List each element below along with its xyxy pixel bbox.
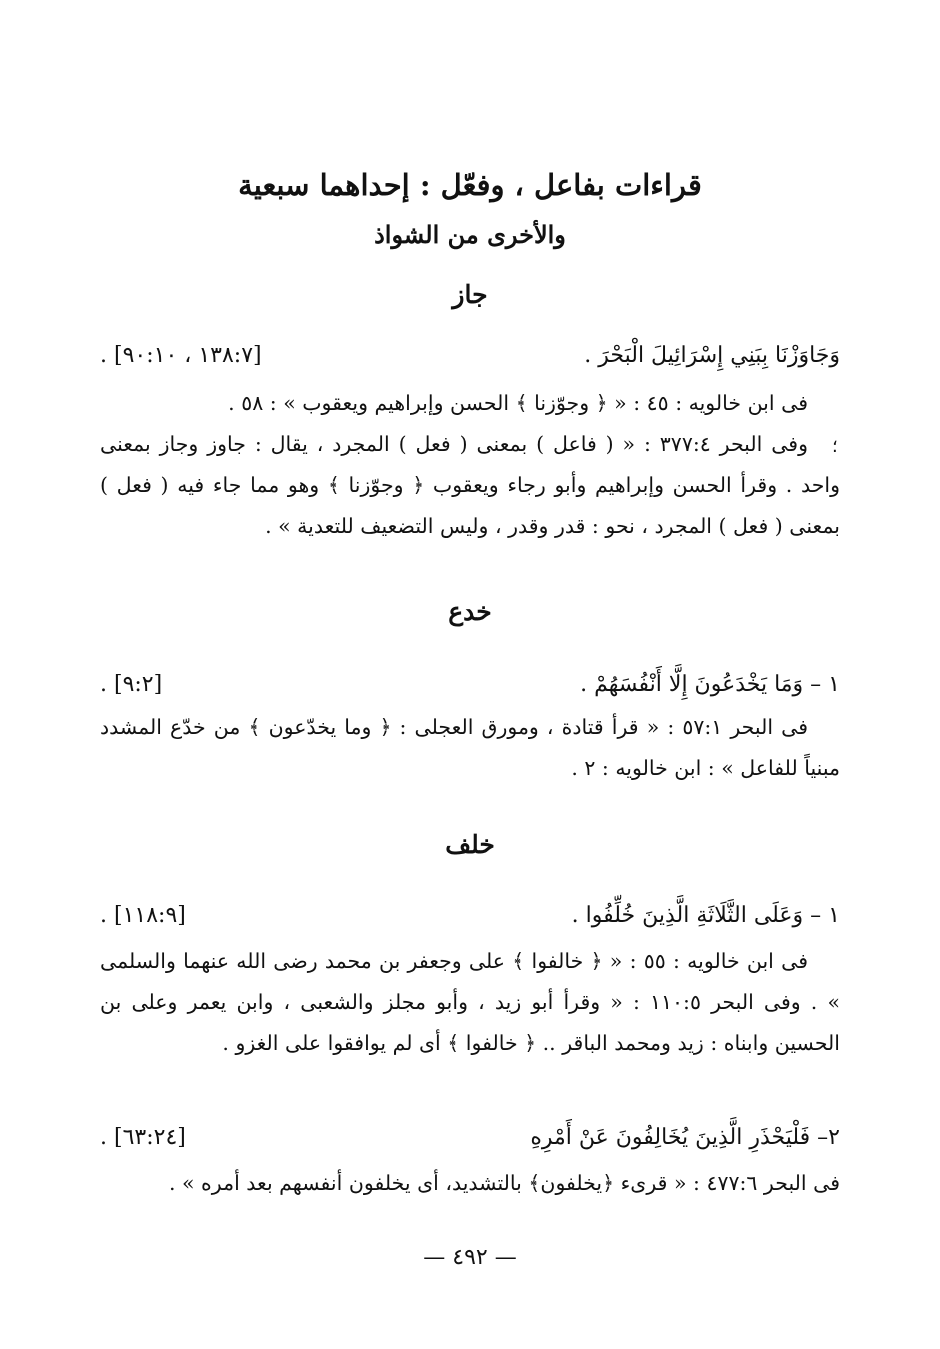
section-heading-khalaf: خلف: [445, 830, 495, 859]
verse-reference: . [٩:٢]: [100, 672, 163, 697]
verse-text: ١ – وَمَا يَخْدَعُونَ إِلَّا أَنْفُسَهُمْ .: [580, 672, 840, 697]
verse-text: وَجَاوَزْنَا بِبَنِي إِسْرَائِيلَ الْبَحْرَ .: [584, 343, 840, 368]
verse-text: ١ – وَعَلَى الثَّلَاثَةِ الَّذِينَ خُلِّفُوا .: [571, 903, 840, 928]
page-subtitle: والأخرى من الشواذ: [374, 220, 566, 249]
verse-text: ٢– فَلْيَحْذَرِ الَّذِينَ يُخَالِفُونَ عَنْ أَمْرِهِ: [530, 1125, 840, 1150]
section-heading-khada: خدع: [448, 597, 492, 626]
page-number: — ٤٩٢ —: [423, 1245, 517, 1270]
commentary-paragraph: وفى البحر ٣٧٧:٤ : « ( فاعل ) بمعنى ( فعل ) المجرد ، يقال : جاوز وجاز بمعنى واحد . وقرأ الحسن وإبراهيم وأبو رجاء ويعقوب ﴿ وجوّزنا ﴾ وهو مما جاء فيه ( فعل ) بمعنى ( فعل ) المجرد ، نحو : قدر وقدر ، وليس التضعيف للتعدية » .: [100, 432, 840, 538]
commentary-paragraph: فى ابن خالويه : ٥٥ : « ﴿ خالفوا ﴾ على وجعفر بن محمد رضى الله عنهما والسلمى » . وفى البحر ١١٠:٥ : « وقرأ أبو زيد ، وأبو مجلز والشعبى ، وابن يعمر وعلى بن الحسين وابناه : زيد ومحمد الباقر .. ﴿ خالفوا ﴾ أى لم يوافقوا على الغزو .: [100, 949, 840, 1055]
margin-mark: ؛: [832, 436, 838, 457]
verse-line: [100, 672, 840, 708]
verse-reference: . [١٣٨:٧ ، ٩٠:١٠]: [100, 343, 262, 368]
commentary-paragraph: فى البحر ٥٧:١ : « قرأ قتادة ، ومورق العجلى : ﴿ وما يخدّعون ﴾ من خدّع المشدد مبنياً للفاعل » : ابن خالويه : ٢ .: [100, 715, 840, 780]
verse-line: [100, 1125, 840, 1161]
section-heading-jaz: جاز: [452, 280, 488, 309]
commentary-paragraph: فى البحر ٤٧٧:٦ : « قرىء ﴿يخلفون﴾ بالتشديد، أى يخلفون أنفسهم بعد أمره » .: [168, 1171, 840, 1195]
verse-reference: . [٦٣:٢٤]: [100, 1125, 186, 1150]
commentary-paragraph: فى ابن خالويه : ٤٥ : « ﴿ وجوّزنا ﴾ الحسن وإبراهيم ويعقوب » : ٥٨ .: [228, 391, 808, 415]
page-title: قراءات بفاعل ، وفعّل : إحداهما سبعية: [238, 168, 702, 202]
verse-line: [100, 343, 840, 379]
verse-line: [100, 903, 840, 939]
verse-reference: . [١١٨:٩]: [100, 903, 186, 928]
